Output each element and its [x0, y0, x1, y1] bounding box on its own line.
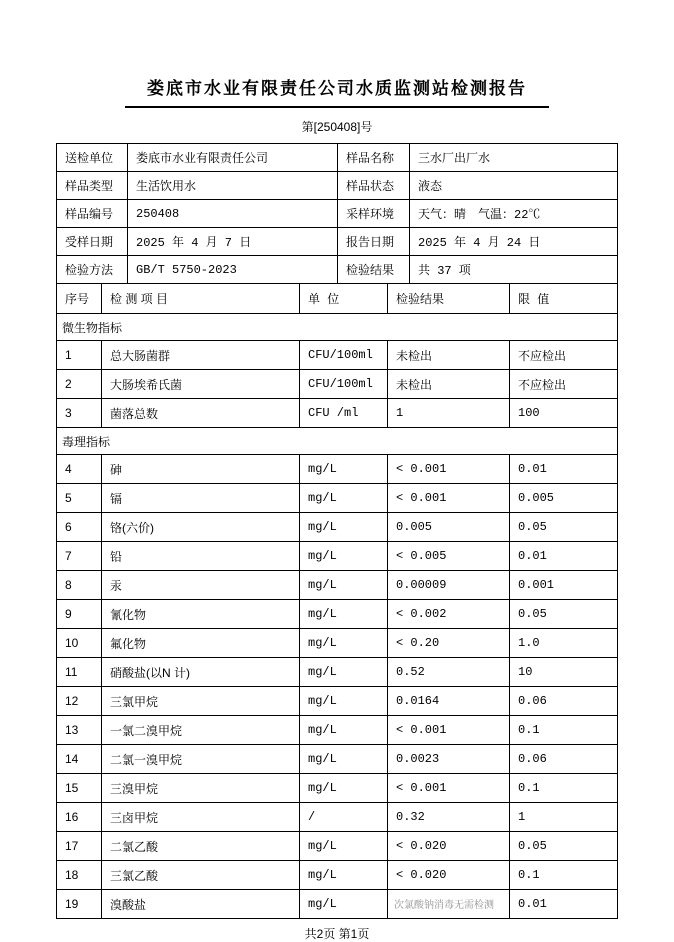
- cell-unit: mg/L: [300, 687, 388, 716]
- info-value: 三水厂出厂水: [410, 144, 618, 172]
- cell-item: 三氯甲烷: [102, 687, 300, 716]
- section-row: [57, 428, 618, 455]
- cell-item: 铅: [102, 542, 300, 571]
- cell-item: 菌落总数: [102, 399, 300, 428]
- cell-result: 1: [388, 399, 510, 428]
- cell-limit: 0.1: [510, 716, 618, 745]
- cell-seq: 11: [57, 658, 102, 687]
- cell-limit: 0.01: [510, 455, 618, 484]
- cell-limit: 10: [510, 658, 618, 687]
- info-row: [57, 228, 618, 256]
- cell-item: 砷: [102, 455, 300, 484]
- report-title: 娄底市水业有限责任公司水质监测站检测报告: [125, 74, 549, 108]
- cell-limit: 不应检出: [510, 370, 618, 399]
- cell-item: 总大肠菌群: [102, 341, 300, 370]
- cell-seq: 10: [57, 629, 102, 658]
- cell-unit: CFU/100ml: [300, 341, 388, 370]
- cell-item: 铬(六价): [102, 513, 300, 542]
- info-value: 娄底市水业有限责任公司: [128, 144, 338, 172]
- cell-item: 溴酸盐: [102, 890, 300, 919]
- results-table-body: [57, 284, 618, 919]
- cell-unit: mg/L: [300, 513, 388, 542]
- cell-unit: CFU/100ml: [300, 370, 388, 399]
- cell-item: 氟化物: [102, 629, 300, 658]
- cell-unit: mg/L: [300, 542, 388, 571]
- cell-seq: 14: [57, 745, 102, 774]
- report-title-wrap: [0, 0, 674, 108]
- result-row: [57, 455, 618, 484]
- info-label: 检验结果: [338, 256, 410, 284]
- result-row: [57, 370, 618, 399]
- cell-seq: 9: [57, 600, 102, 629]
- result-row: [57, 803, 618, 832]
- cell-result: 未检出: [388, 341, 510, 370]
- results-table: [56, 283, 618, 919]
- cell-seq: 12: [57, 687, 102, 716]
- info-value: 2025 年 4 月 24 日: [410, 228, 618, 256]
- results-header-no: 序号: [57, 284, 102, 314]
- section-row: [57, 314, 618, 341]
- results-header-item: 检 测 项 目: [102, 284, 300, 314]
- report-number: 第[250408]号: [301, 120, 373, 134]
- result-row: [57, 341, 618, 370]
- cell-result: 次氯酸钠消毒无需检测: [388, 890, 510, 919]
- info-value: GB/T 5750-2023: [128, 256, 338, 284]
- cell-seq: 15: [57, 774, 102, 803]
- cell-unit: mg/L: [300, 774, 388, 803]
- cell-result: 0.0164: [388, 687, 510, 716]
- info-value: 天气：晴 气温：22℃: [410, 200, 618, 228]
- cell-seq: 13: [57, 716, 102, 745]
- result-row: [57, 716, 618, 745]
- cell-limit: 0.05: [510, 832, 618, 861]
- info-value: 共 37 项: [410, 256, 618, 284]
- result-row: [57, 890, 618, 919]
- result-row: [57, 600, 618, 629]
- info-label: 受样日期: [57, 228, 128, 256]
- cell-seq: 6: [57, 513, 102, 542]
- cell-unit: mg/L: [300, 629, 388, 658]
- result-row: [57, 629, 618, 658]
- result-row: [57, 774, 618, 803]
- info-label: 采样环境: [338, 200, 410, 228]
- page-footer: 共2页 第1页: [304, 927, 370, 941]
- cell-limit: 0.06: [510, 745, 618, 774]
- result-row: [57, 658, 618, 687]
- cell-result: < 0.005: [388, 542, 510, 571]
- info-value: 2025 年 4 月 7 日: [128, 228, 338, 256]
- info-row: [57, 172, 618, 200]
- section-label: 毒理指标: [57, 428, 618, 455]
- cell-result: < 0.002: [388, 600, 510, 629]
- cell-unit: mg/L: [300, 832, 388, 861]
- cell-result: < 0.020: [388, 832, 510, 861]
- info-table: [56, 143, 618, 284]
- cell-seq: 16: [57, 803, 102, 832]
- cell-unit: mg/L: [300, 890, 388, 919]
- cell-limit: 0.005: [510, 484, 618, 513]
- result-row: [57, 571, 618, 600]
- result-row: [57, 484, 618, 513]
- cell-limit: 100: [510, 399, 618, 428]
- cell-result: 0.00009: [388, 571, 510, 600]
- cell-item: 三溴甲烷: [102, 774, 300, 803]
- cell-limit: 0.05: [510, 513, 618, 542]
- info-label: 报告日期: [338, 228, 410, 256]
- result-row: [57, 513, 618, 542]
- cell-unit: mg/L: [300, 455, 388, 484]
- cell-seq: 3: [57, 399, 102, 428]
- cell-unit: mg/L: [300, 484, 388, 513]
- cell-result: < 0.001: [388, 716, 510, 745]
- cell-unit: /: [300, 803, 388, 832]
- cell-seq: 2: [57, 370, 102, 399]
- cell-unit: mg/L: [300, 861, 388, 890]
- cell-unit: CFU /ml: [300, 399, 388, 428]
- cell-seq: 18: [57, 861, 102, 890]
- result-row: [57, 399, 618, 428]
- info-label: 样品类型: [57, 172, 128, 200]
- cell-seq: 17: [57, 832, 102, 861]
- cell-limit: 0.05: [510, 600, 618, 629]
- cell-result: < 0.001: [388, 484, 510, 513]
- result-row: [57, 861, 618, 890]
- cell-seq: 5: [57, 484, 102, 513]
- cell-item: 一氯二溴甲烷: [102, 716, 300, 745]
- cell-limit: 0.01: [510, 542, 618, 571]
- cell-result: 未检出: [388, 370, 510, 399]
- cell-limit: 1: [510, 803, 618, 832]
- cell-item: 三卤甲烷: [102, 803, 300, 832]
- info-value: 250408: [128, 200, 338, 228]
- info-value: 液态: [410, 172, 618, 200]
- cell-seq: 1: [57, 341, 102, 370]
- cell-limit: 1.0: [510, 629, 618, 658]
- cell-seq: 8: [57, 571, 102, 600]
- results-header-unit: 单 位: [300, 284, 388, 314]
- cell-unit: mg/L: [300, 600, 388, 629]
- cell-limit: 0.01: [510, 890, 618, 919]
- results-header-result: 检验结果: [388, 284, 510, 314]
- cell-result: 0.52: [388, 658, 510, 687]
- cell-limit: 不应检出: [510, 341, 618, 370]
- info-row: [57, 144, 618, 172]
- cell-seq: 7: [57, 542, 102, 571]
- cell-item: 汞: [102, 571, 300, 600]
- cell-unit: mg/L: [300, 658, 388, 687]
- result-row: [57, 832, 618, 861]
- cell-item: 三氯乙酸: [102, 861, 300, 890]
- cell-seq: 4: [57, 455, 102, 484]
- cell-result: < 0.020: [388, 861, 510, 890]
- cell-limit: 0.1: [510, 774, 618, 803]
- info-table-body: [57, 144, 618, 284]
- info-value: 生活饮用水: [128, 172, 338, 200]
- info-label: 样品名称: [338, 144, 410, 172]
- info-label: 送检单位: [57, 144, 128, 172]
- results-header-limit: 限 值: [510, 284, 618, 314]
- cell-result: 0.32: [388, 803, 510, 832]
- cell-limit: 0.1: [510, 861, 618, 890]
- cell-unit: mg/L: [300, 571, 388, 600]
- cell-result: < 0.001: [388, 455, 510, 484]
- cell-item: 硝酸盐(以N 计): [102, 658, 300, 687]
- result-row: [57, 542, 618, 571]
- info-row: [57, 256, 618, 284]
- info-row: [57, 200, 618, 228]
- cell-limit: 0.001: [510, 571, 618, 600]
- cell-seq: 19: [57, 890, 102, 919]
- cell-result: < 0.001: [388, 774, 510, 803]
- cell-result: < 0.20: [388, 629, 510, 658]
- cell-unit: mg/L: [300, 716, 388, 745]
- cell-item: 大肠埃希氏菌: [102, 370, 300, 399]
- cell-item: 二氯一溴甲烷: [102, 745, 300, 774]
- section-label: 微生物指标: [57, 314, 618, 341]
- cell-result: 0.0023: [388, 745, 510, 774]
- result-row: [57, 745, 618, 774]
- cell-unit: mg/L: [300, 745, 388, 774]
- info-label: 样品编号: [57, 200, 128, 228]
- cell-item: 氰化物: [102, 600, 300, 629]
- cell-item: 二氯乙酸: [102, 832, 300, 861]
- results-header-row: [57, 284, 618, 314]
- info-label: 样品状态: [338, 172, 410, 200]
- cell-item: 镉: [102, 484, 300, 513]
- result-row: [57, 687, 618, 716]
- cell-result: 0.005: [388, 513, 510, 542]
- info-label: 检验方法: [57, 256, 128, 284]
- cell-limit: 0.06: [510, 687, 618, 716]
